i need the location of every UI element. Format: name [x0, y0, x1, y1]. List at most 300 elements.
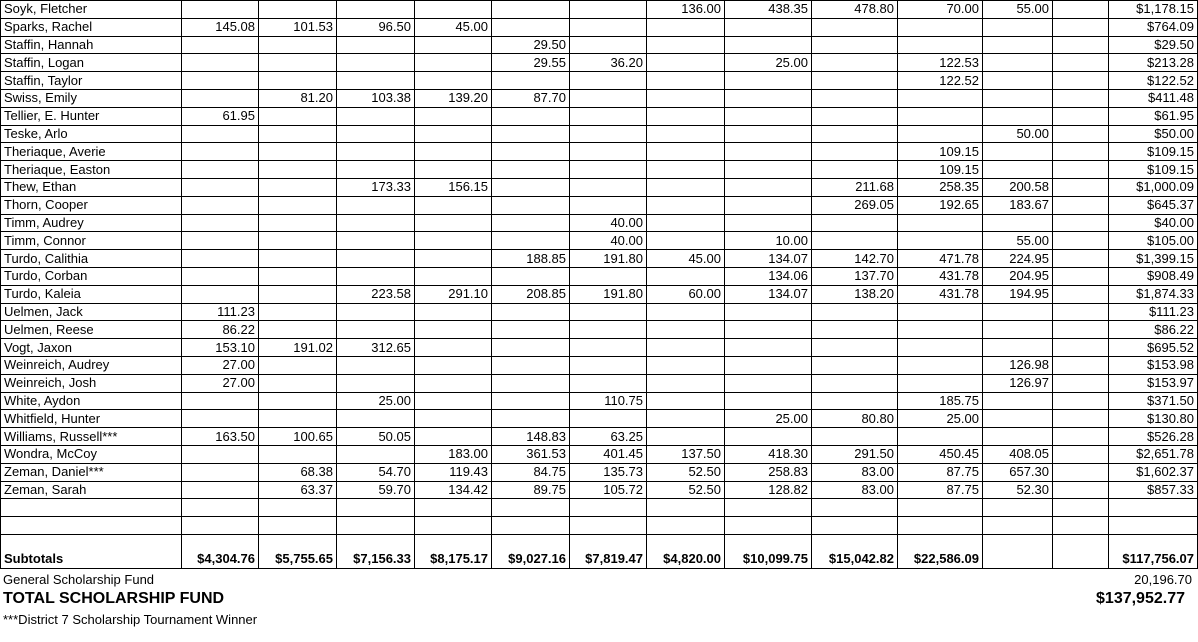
amount-cell	[898, 303, 983, 321]
amount-cell	[337, 374, 415, 392]
amount-cell	[259, 1, 337, 19]
amount-cell: 87.75	[898, 481, 983, 499]
table-row	[1, 481, 1198, 499]
table-row	[1, 143, 1198, 161]
row-total-cell: $1,399.15	[1109, 250, 1198, 268]
amount-cell: 63.37	[259, 481, 337, 499]
amount-cell	[337, 107, 415, 125]
subtotal-cell	[1053, 534, 1109, 569]
amount-cell: 110.75	[570, 392, 647, 410]
subtotal-cell: $10,099.75	[725, 534, 812, 569]
subtotal-cell: $5,755.65	[259, 534, 337, 569]
amount-cell	[492, 410, 570, 428]
table-row	[1, 267, 1198, 285]
amount-cell	[259, 445, 337, 463]
amount-cell: 401.45	[570, 445, 647, 463]
amount-cell	[259, 214, 337, 232]
table-row	[1, 178, 1198, 196]
amount-cell	[492, 232, 570, 250]
blank-row	[1, 517, 1198, 535]
amount-cell	[337, 232, 415, 250]
amount-cell	[898, 356, 983, 374]
amount-cell: 188.85	[492, 250, 570, 268]
amount-cell	[570, 410, 647, 428]
amount-cell: 70.00	[898, 1, 983, 19]
amount-cell	[647, 374, 725, 392]
amount-cell	[1053, 445, 1109, 463]
amount-cell	[725, 392, 812, 410]
general-fund-label: General Scholarship Fund	[3, 572, 155, 587]
empty-cell	[812, 499, 898, 517]
footnote: ***District 7 Scholarship Tournament Winner	[3, 612, 258, 627]
amount-cell	[182, 1, 259, 19]
row-total-cell: $695.52	[1109, 339, 1198, 357]
amount-cell	[182, 392, 259, 410]
row-total-cell: $645.37	[1109, 196, 1198, 214]
table-row	[1, 392, 1198, 410]
amount-cell	[492, 321, 570, 339]
amount-cell	[492, 143, 570, 161]
amount-cell	[492, 267, 570, 285]
subtotal-cell: $7,819.47	[570, 534, 647, 569]
amount-cell	[182, 178, 259, 196]
amount-cell: 122.52	[898, 72, 983, 90]
amount-cell	[570, 36, 647, 54]
amount-cell	[259, 161, 337, 179]
amount-cell	[898, 89, 983, 107]
amount-cell: 119.43	[415, 463, 492, 481]
amount-cell	[898, 321, 983, 339]
amount-cell	[812, 161, 898, 179]
amount-cell	[182, 232, 259, 250]
amount-cell	[492, 303, 570, 321]
amount-cell: 81.20	[259, 89, 337, 107]
amount-cell: 126.98	[983, 356, 1053, 374]
empty-cell	[259, 499, 337, 517]
amount-cell	[259, 178, 337, 196]
row-total-cell: $109.15	[1109, 143, 1198, 161]
amount-cell	[570, 339, 647, 357]
amount-cell	[570, 72, 647, 90]
amount-cell: 134.06	[725, 267, 812, 285]
amount-cell	[570, 1, 647, 19]
amount-cell	[647, 428, 725, 446]
student-name-cell: Swiss, Emily	[1, 89, 182, 107]
amount-cell	[1053, 125, 1109, 143]
amount-cell	[492, 178, 570, 196]
amount-cell	[647, 232, 725, 250]
grand-subtotal-cell: $117,756.07	[1109, 534, 1198, 569]
row-total-cell: $2,651.78	[1109, 445, 1198, 463]
empty-cell	[725, 517, 812, 535]
amount-cell	[259, 54, 337, 72]
amount-cell	[415, 214, 492, 232]
empty-cell	[182, 499, 259, 517]
table-row	[1, 214, 1198, 232]
amount-cell: 111.23	[182, 303, 259, 321]
empty-cell	[647, 517, 725, 535]
amount-cell	[337, 410, 415, 428]
amount-cell: 408.05	[983, 445, 1053, 463]
row-total-cell: $1,874.33	[1109, 285, 1198, 303]
amount-cell	[182, 214, 259, 232]
amount-cell	[812, 374, 898, 392]
subtotal-cell: $4,820.00	[647, 534, 725, 569]
amount-cell: 148.83	[492, 428, 570, 446]
amount-cell	[983, 54, 1053, 72]
student-name-cell: Williams, Russell***	[1, 428, 182, 446]
amount-cell	[983, 428, 1053, 446]
amount-cell	[415, 339, 492, 357]
amount-cell	[182, 196, 259, 214]
total-fund-label: TOTAL SCHOLARSHIP FUND	[3, 590, 225, 607]
amount-cell: 269.05	[812, 196, 898, 214]
amount-cell	[182, 463, 259, 481]
amount-cell	[415, 1, 492, 19]
amount-cell	[725, 125, 812, 143]
table-row	[1, 54, 1198, 72]
student-name-cell: Staffin, Hannah	[1, 36, 182, 54]
amount-cell: 211.68	[812, 178, 898, 196]
amount-cell	[983, 410, 1053, 428]
amount-cell	[1053, 463, 1109, 481]
student-name-cell: Timm, Connor	[1, 232, 182, 250]
amount-cell	[492, 196, 570, 214]
amount-cell: 87.75	[898, 463, 983, 481]
amount-cell: 60.00	[647, 285, 725, 303]
amount-cell: 89.75	[492, 481, 570, 499]
empty-cell	[1109, 499, 1198, 517]
amount-cell	[1053, 72, 1109, 90]
amount-cell: 52.30	[983, 481, 1053, 499]
amount-cell	[812, 321, 898, 339]
row-total-cell: $908.49	[1109, 267, 1198, 285]
amount-cell	[1053, 54, 1109, 72]
amount-cell	[983, 392, 1053, 410]
amount-cell: 156.15	[415, 178, 492, 196]
row-total-cell: $371.50	[1109, 392, 1198, 410]
amount-cell: 136.00	[647, 1, 725, 19]
amount-cell	[812, 214, 898, 232]
amount-cell	[1053, 107, 1109, 125]
amount-cell: 52.50	[647, 463, 725, 481]
empty-cell	[1, 517, 182, 535]
amount-cell: 84.75	[492, 463, 570, 481]
amount-cell	[1053, 267, 1109, 285]
amount-cell: 80.80	[812, 410, 898, 428]
row-total-cell: $122.52	[1109, 72, 1198, 90]
amount-cell	[415, 232, 492, 250]
amount-cell: 139.20	[415, 89, 492, 107]
amount-cell: 87.70	[492, 89, 570, 107]
amount-cell	[337, 143, 415, 161]
amount-cell: 258.35	[898, 178, 983, 196]
row-total-cell: $130.80	[1109, 410, 1198, 428]
amount-cell: 54.70	[337, 463, 415, 481]
amount-cell: 45.00	[647, 250, 725, 268]
student-name-cell: Thorn, Cooper	[1, 196, 182, 214]
student-name-cell: Weinreich, Josh	[1, 374, 182, 392]
student-name-cell: Vogt, Jaxon	[1, 339, 182, 357]
amount-cell: 134.42	[415, 481, 492, 499]
amount-cell: 258.83	[725, 463, 812, 481]
amount-cell	[492, 374, 570, 392]
amount-cell: 40.00	[570, 232, 647, 250]
subtotal-cell: $9,027.16	[492, 534, 570, 569]
amount-cell: 450.45	[898, 445, 983, 463]
amount-cell	[182, 36, 259, 54]
amount-cell	[337, 356, 415, 374]
amount-cell: 291.50	[812, 445, 898, 463]
empty-cell	[415, 499, 492, 517]
empty-cell	[1053, 499, 1109, 517]
empty-cell	[1109, 517, 1198, 535]
amount-cell	[647, 339, 725, 357]
amount-cell: 83.00	[812, 463, 898, 481]
amount-cell	[337, 161, 415, 179]
amount-cell	[570, 89, 647, 107]
amount-cell	[725, 214, 812, 232]
amount-cell	[337, 125, 415, 143]
table-row	[1, 18, 1198, 36]
amount-cell	[1053, 36, 1109, 54]
amount-cell	[1053, 392, 1109, 410]
amount-cell	[647, 143, 725, 161]
subtotal-cell: $4,304.76	[182, 534, 259, 569]
amount-cell	[259, 196, 337, 214]
amount-cell	[725, 428, 812, 446]
empty-cell	[1, 499, 182, 517]
student-name-cell: Weinreich, Audrey	[1, 356, 182, 374]
amount-cell: 185.75	[898, 392, 983, 410]
amount-cell	[415, 250, 492, 268]
amount-cell: 173.33	[337, 178, 415, 196]
amount-cell	[1053, 321, 1109, 339]
amount-cell: 109.15	[898, 143, 983, 161]
amount-cell: 61.95	[182, 107, 259, 125]
amount-cell	[647, 321, 725, 339]
amount-cell: 128.82	[725, 481, 812, 499]
amount-cell: 101.53	[259, 18, 337, 36]
amount-cell	[337, 321, 415, 339]
amount-cell: 45.00	[415, 18, 492, 36]
amount-cell	[259, 356, 337, 374]
amount-cell: 55.00	[983, 1, 1053, 19]
amount-cell: 478.80	[812, 1, 898, 19]
empty-cell	[983, 499, 1053, 517]
amount-cell	[725, 374, 812, 392]
amount-cell	[647, 161, 725, 179]
amount-cell: 361.53	[492, 445, 570, 463]
amount-cell: 224.95	[983, 250, 1053, 268]
amount-cell	[415, 72, 492, 90]
student-name-cell: Uelmen, Reese	[1, 321, 182, 339]
amount-cell	[492, 214, 570, 232]
student-name-cell: Timm, Audrey	[1, 214, 182, 232]
amount-cell	[983, 214, 1053, 232]
amount-cell	[570, 107, 647, 125]
amount-cell	[812, 428, 898, 446]
table-row	[1, 1, 1198, 19]
subtotal-cell: $7,156.33	[337, 534, 415, 569]
amount-cell	[725, 321, 812, 339]
amount-cell	[1053, 303, 1109, 321]
amount-cell	[812, 107, 898, 125]
amount-cell	[259, 36, 337, 54]
amount-cell	[725, 356, 812, 374]
amount-cell	[1053, 356, 1109, 374]
amount-cell	[647, 196, 725, 214]
amount-cell	[898, 36, 983, 54]
amount-cell	[898, 428, 983, 446]
empty-cell	[415, 517, 492, 535]
amount-cell	[492, 107, 570, 125]
amount-cell	[1053, 339, 1109, 357]
amount-cell	[647, 303, 725, 321]
amount-cell	[182, 481, 259, 499]
amount-cell	[898, 107, 983, 125]
amount-cell	[1053, 214, 1109, 232]
empty-cell	[812, 517, 898, 535]
amount-cell: 153.10	[182, 339, 259, 357]
amount-cell: 63.25	[570, 428, 647, 446]
subtotal-cell: $22,586.09	[898, 534, 983, 569]
amount-cell	[570, 267, 647, 285]
amount-cell: 25.00	[725, 54, 812, 72]
amount-cell	[1053, 178, 1109, 196]
student-name-cell: Zeman, Sarah	[1, 481, 182, 499]
amount-cell	[647, 178, 725, 196]
amount-cell	[647, 107, 725, 125]
amount-cell	[570, 196, 647, 214]
blank-row	[1, 499, 1198, 517]
amount-cell: 134.07	[725, 285, 812, 303]
amount-cell: 145.08	[182, 18, 259, 36]
amount-cell	[259, 410, 337, 428]
student-name-cell: Staffin, Logan	[1, 54, 182, 72]
amount-cell: 438.35	[725, 1, 812, 19]
amount-cell	[337, 250, 415, 268]
empty-cell	[898, 499, 983, 517]
amount-cell	[415, 410, 492, 428]
amount-cell	[415, 392, 492, 410]
amount-cell	[647, 18, 725, 36]
amount-cell	[337, 54, 415, 72]
amount-cell	[647, 54, 725, 72]
amount-cell	[182, 89, 259, 107]
empty-cell	[337, 517, 415, 535]
amount-cell	[725, 72, 812, 90]
amount-cell	[259, 267, 337, 285]
amount-cell: 96.50	[337, 18, 415, 36]
student-name-cell: Turdo, Corban	[1, 267, 182, 285]
amount-cell: 418.30	[725, 445, 812, 463]
empty-cell	[725, 499, 812, 517]
amount-cell	[1053, 1, 1109, 19]
amount-cell: 137.50	[647, 445, 725, 463]
table-row	[1, 463, 1198, 481]
amount-cell	[415, 321, 492, 339]
amount-cell	[259, 374, 337, 392]
amount-cell: 183.00	[415, 445, 492, 463]
amount-cell	[725, 339, 812, 357]
table-row	[1, 445, 1198, 463]
amount-cell	[570, 125, 647, 143]
student-name-cell: Sparks, Rachel	[1, 18, 182, 36]
amount-cell	[1053, 481, 1109, 499]
row-total-cell: $1,000.09	[1109, 178, 1198, 196]
amount-cell	[812, 232, 898, 250]
table-body	[1, 1, 1198, 569]
amount-cell: 138.20	[812, 285, 898, 303]
amount-cell: 223.58	[337, 285, 415, 303]
amount-cell	[647, 89, 725, 107]
amount-cell	[415, 428, 492, 446]
row-total-cell: $86.22	[1109, 321, 1198, 339]
table-row	[1, 232, 1198, 250]
amount-cell	[725, 196, 812, 214]
amount-cell	[898, 214, 983, 232]
amount-cell: 191.80	[570, 285, 647, 303]
empty-cell	[1053, 517, 1109, 535]
amount-cell	[898, 18, 983, 36]
amount-cell	[337, 267, 415, 285]
amount-cell: 27.00	[182, 374, 259, 392]
student-name-cell: Wondra, McCoy	[1, 445, 182, 463]
amount-cell	[898, 232, 983, 250]
amount-cell: 109.15	[898, 161, 983, 179]
amount-cell	[983, 72, 1053, 90]
amount-cell	[492, 356, 570, 374]
amount-cell	[415, 143, 492, 161]
table-row	[1, 303, 1198, 321]
empty-cell	[898, 517, 983, 535]
amount-cell: 50.05	[337, 428, 415, 446]
empty-cell	[337, 499, 415, 517]
amount-cell	[812, 18, 898, 36]
amount-cell	[415, 161, 492, 179]
empty-cell	[647, 499, 725, 517]
table-row	[1, 89, 1198, 107]
student-name-cell: Tellier, E. Hunter	[1, 107, 182, 125]
table-row	[1, 196, 1198, 214]
amount-cell	[337, 196, 415, 214]
amount-cell	[647, 125, 725, 143]
amount-cell: 204.95	[983, 267, 1053, 285]
amount-cell	[812, 339, 898, 357]
amount-cell	[182, 143, 259, 161]
table-row	[1, 161, 1198, 179]
amount-cell	[1053, 410, 1109, 428]
amount-cell: 55.00	[983, 232, 1053, 250]
amount-cell	[415, 107, 492, 125]
amount-cell	[337, 303, 415, 321]
student-name-cell: Soyk, Fletcher	[1, 1, 182, 19]
amount-cell	[570, 374, 647, 392]
amount-cell	[492, 125, 570, 143]
table-row	[1, 356, 1198, 374]
amount-cell: 191.02	[259, 339, 337, 357]
amount-cell: 431.78	[898, 267, 983, 285]
subtotal-cell: $8,175.17	[415, 534, 492, 569]
amount-cell: 191.80	[570, 250, 647, 268]
table-row	[1, 374, 1198, 392]
subtotal-cell: $15,042.82	[812, 534, 898, 569]
amount-cell	[647, 267, 725, 285]
amount-cell	[570, 356, 647, 374]
amount-cell	[259, 321, 337, 339]
amount-cell	[1053, 196, 1109, 214]
